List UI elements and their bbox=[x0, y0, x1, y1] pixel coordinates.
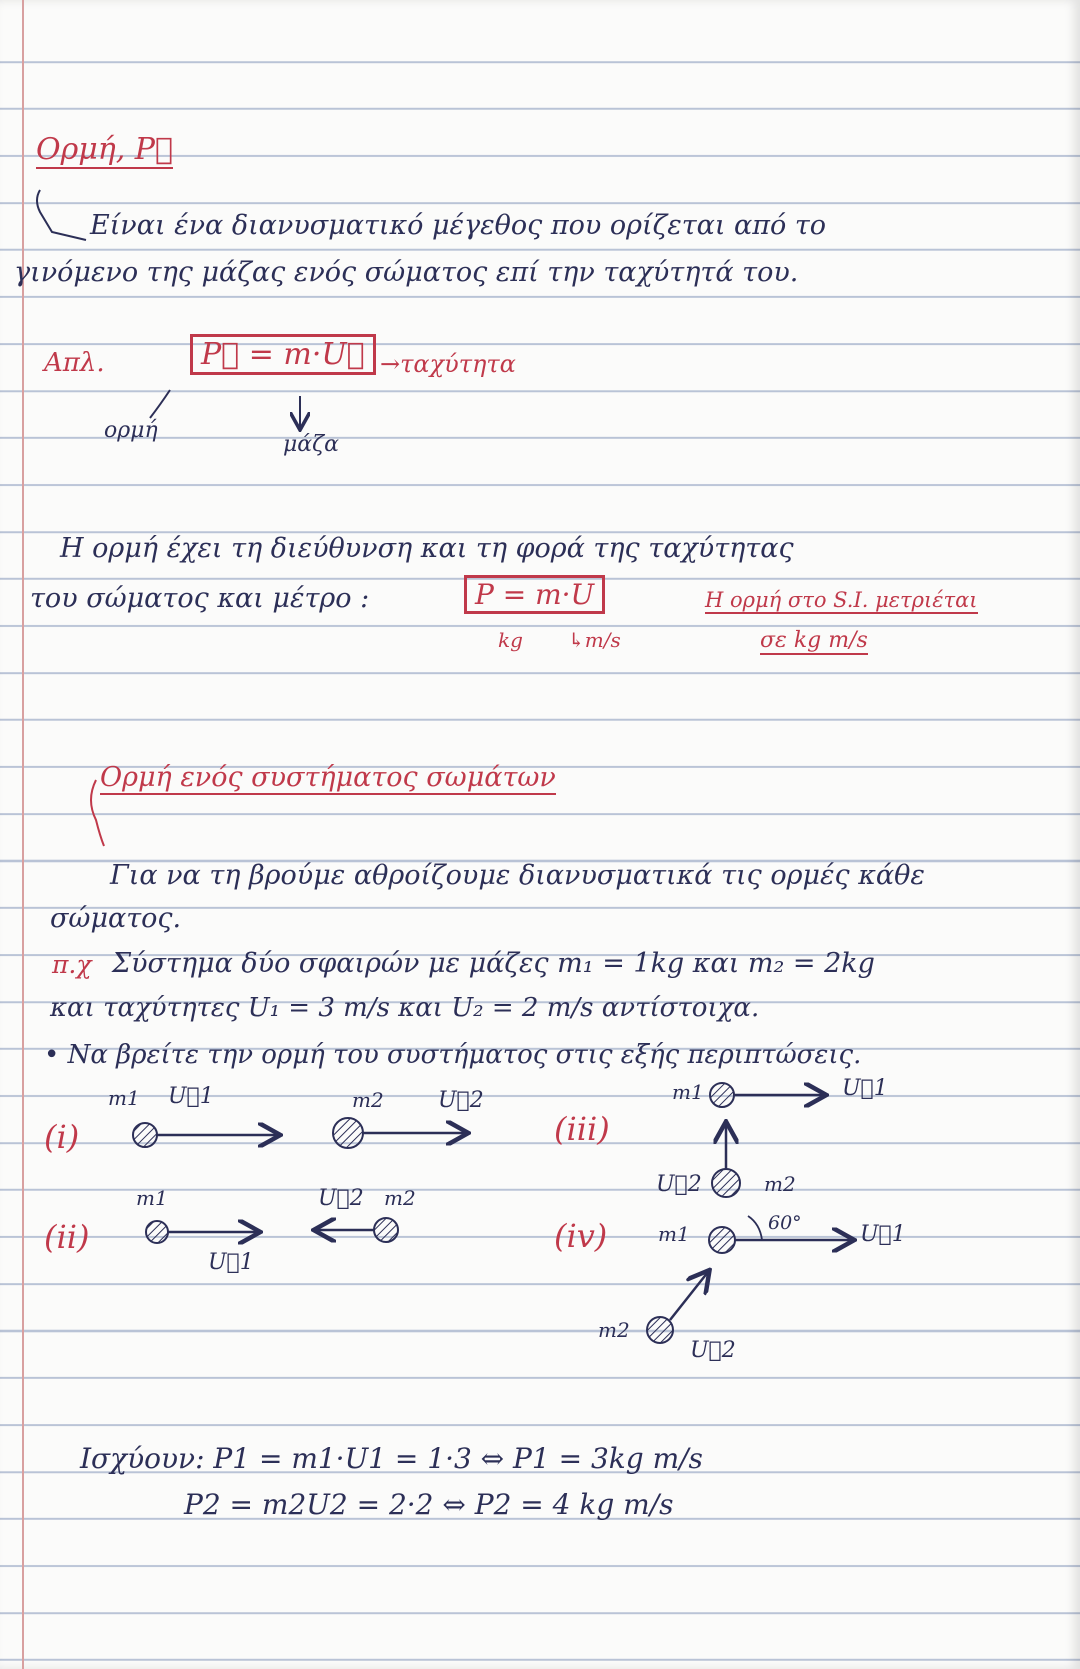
label-v1-case-i: U⃗1 bbox=[168, 1084, 214, 1109]
example-line-2: και ταχύτητες U₁ = 3 m/s και U₂ = 2 m/s αντίστοιχα. bbox=[50, 993, 760, 1023]
label-angle-case-iv: 60° bbox=[768, 1212, 802, 1234]
sphere-m2-case-iii bbox=[712, 1169, 740, 1197]
example-line-1: Σύστημα δύο σφαιρών με μάζες m₁ = 1kg και m₂ = 2kg bbox=[112, 948, 875, 979]
unit-kg: kg bbox=[498, 628, 523, 652]
label-v2-case-ii: U⃗2 bbox=[318, 1186, 364, 1211]
task-line: • Να βρείτε την ορμή του συστήματος στις εξής περιπτώσεις. bbox=[44, 1040, 862, 1070]
result-line-1: Ισχύουν: P1 = m1·U1 = 1·3 ⇔ P1 = 3kg m/s bbox=[80, 1442, 703, 1475]
label-v2-case-iii: U⃗2 bbox=[656, 1172, 702, 1197]
case-iii-label: (iii) bbox=[554, 1110, 610, 1148]
momentum-formula: P⃗ = m·U⃗ bbox=[190, 334, 376, 375]
magnitude-formula: P = m·U bbox=[464, 575, 605, 614]
system-line-2: σώματος. bbox=[50, 903, 182, 934]
sphere-m1-case-iii bbox=[710, 1083, 734, 1107]
sphere-m2-case-ii bbox=[374, 1218, 398, 1242]
case-i-label: (i) bbox=[44, 1118, 80, 1156]
definition-line-1: Είναι ένα διανυσματικό μέγεθος που ορίζεται από το bbox=[90, 210, 827, 241]
momentum-pointer bbox=[150, 390, 170, 418]
label-m1-case-iv: m1 bbox=[658, 1222, 690, 1246]
si-note-line-1: Η ορμή στο S.I. μετριέται bbox=[705, 588, 978, 612]
direction-line-1: Η ορμή έχει τη διεύθυνση και τη φορά της ταχύτητας bbox=[60, 533, 794, 564]
label-m2-case-iv: m2 bbox=[598, 1318, 630, 1342]
direction-line-2: του σώματος και μέτρο : bbox=[30, 583, 370, 614]
abbrev-label: Απλ. bbox=[44, 348, 105, 378]
definition-line-2: γινόμενο της μάζας ενός σώματος επί την ταχύτητά του. bbox=[14, 257, 799, 288]
sphere-m1-case-ii bbox=[146, 1221, 168, 1243]
sphere-m1-case-iv bbox=[709, 1227, 735, 1253]
sphere-m2-case-i bbox=[333, 1118, 363, 1148]
angle-arc-case-iv bbox=[748, 1216, 762, 1240]
label-v1-case-ii: U⃗1 bbox=[208, 1250, 254, 1275]
case-ii-label: (ii) bbox=[44, 1218, 90, 1256]
label-v1-case-iv: U⃗1 bbox=[860, 1222, 906, 1247]
label-m2-case-i: m2 bbox=[352, 1088, 384, 1112]
label-v2-case-iv: U⃗2 bbox=[690, 1338, 736, 1363]
label-v1-case-iii: U⃗1 bbox=[842, 1076, 888, 1101]
label-m1-case-i: m1 bbox=[108, 1086, 140, 1110]
label-v2-case-i: U⃗2 bbox=[438, 1088, 484, 1113]
momentum-label: ορμή bbox=[104, 418, 158, 443]
si-note-line-2: σε kg m/s bbox=[760, 628, 868, 653]
case-iv-label: (iv) bbox=[554, 1217, 608, 1255]
system-line-1: Για να τη βρούμε αθροίζουμε διανυσματικά τις ορμές κάθε bbox=[110, 860, 925, 891]
arrow-v2-case-iv bbox=[670, 1272, 708, 1320]
label-m1-case-ii: m1 bbox=[136, 1186, 168, 1210]
sphere-m1-case-i bbox=[133, 1123, 157, 1147]
velocity-label: →ταχύτητα bbox=[380, 350, 516, 378]
definition-pointer bbox=[37, 190, 86, 240]
mass-label: μάζα bbox=[283, 432, 339, 457]
page-title: Ορμή, P⃗ bbox=[36, 132, 173, 167]
sphere-m2-case-iv bbox=[647, 1317, 673, 1343]
example-prefix: π.χ bbox=[52, 950, 92, 979]
result-line-2: P2 = m2U2 = 2·2 ⇔ P2 = 4 kg m/s bbox=[184, 1488, 674, 1521]
unit-ms: ↳m/s bbox=[568, 628, 621, 652]
label-m2-case-iii: m2 bbox=[764, 1172, 796, 1196]
label-m1-case-iii: m1 bbox=[672, 1080, 704, 1104]
label-m2-case-ii: m2 bbox=[384, 1186, 416, 1210]
system-title: Ορμή ενός συστήματος σωμάτων bbox=[100, 762, 556, 793]
system-pointer bbox=[91, 780, 104, 846]
